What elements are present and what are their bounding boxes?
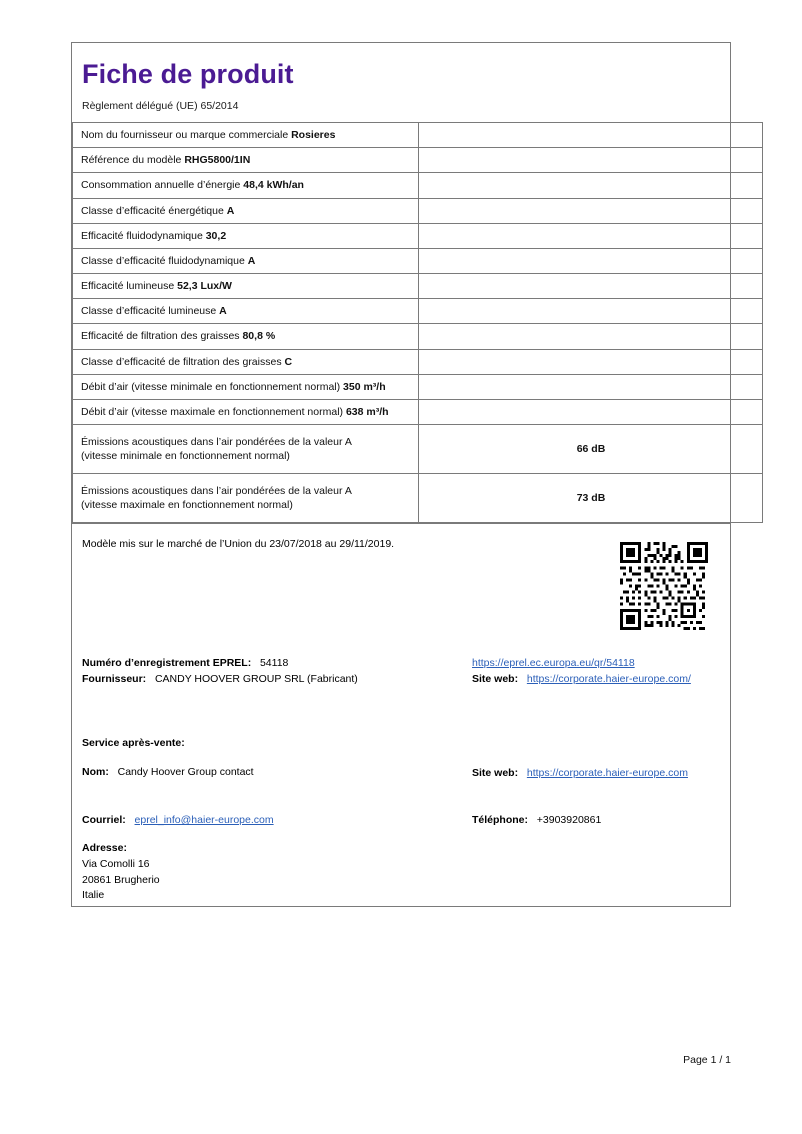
supplier-site-label: Site web: <box>472 672 519 685</box>
spec-label-text: Débit d’air (vitesse minimale en fonctionnement normal) <box>81 380 344 393</box>
table-row <box>73 173 763 198</box>
spec-label-value: RHG5800/1IN <box>184 154 251 167</box>
specification-table-body <box>73 123 763 523</box>
address-line: 20861 Brugherio <box>82 873 160 886</box>
spec-label-cell <box>73 349 419 374</box>
spec-value-cell <box>419 374 763 399</box>
spec-label-value: 30,2 <box>205 229 227 242</box>
acoustic-label-line2: (vitesse maximale en fonctionnement normal) <box>81 499 293 512</box>
after-sales-name-row <box>82 766 254 778</box>
after-sales-heading-text: Service après-vente: <box>82 737 185 750</box>
market-notice: Modèle mis sur le marché de l’Union du 23/07/2018 au 29/11/2019. <box>82 538 395 551</box>
page-footer: Page 1 / 1 <box>683 1054 731 1066</box>
spec-value-cell <box>419 324 763 349</box>
after-sales-site-row <box>472 766 722 782</box>
spec-label-text: Classe d’efficacité lumineuse <box>81 305 220 318</box>
qr-code-icon <box>620 542 708 630</box>
spec-label-cell <box>73 198 419 223</box>
spec-value-cell <box>419 223 763 248</box>
after-sales-phone-label: Téléphone: <box>472 814 529 827</box>
acoustic-label-line2: (vitesse minimale en fonctionnement normal) <box>81 450 290 463</box>
spec-label-text: Classe d’efficacité fluidodynamique <box>81 254 248 267</box>
spec-value-cell <box>419 248 763 273</box>
spec-label-cell <box>73 374 419 399</box>
spec-label-text: Référence du modèle <box>81 154 185 167</box>
acoustic-value-cell: 66 dB <box>419 425 763 474</box>
acoustic-label-cell <box>73 425 419 474</box>
contact-information-block <box>72 523 730 906</box>
table-row <box>73 223 763 248</box>
spec-label-value: 638 m³/h <box>345 405 389 418</box>
after-sales-site-label: Site web: <box>472 767 519 780</box>
spec-label-cell <box>73 248 419 273</box>
after-sales-name-value: Candy Hoover Group contact <box>117 766 254 779</box>
supplier-row <box>82 672 358 688</box>
after-sales-phone-row <box>472 814 601 826</box>
address-label: Adresse: <box>82 842 127 855</box>
specification-table <box>72 122 763 523</box>
after-sales-email-link[interactable]: eprel_info@haier-europe.com <box>134 814 274 827</box>
spec-label-text: Débit d’air (vitesse maximale en fonctionnement normal) <box>81 405 346 418</box>
after-sales-email-row <box>82 814 274 826</box>
table-row <box>73 349 763 374</box>
after-sales-phone-value: +3903920861 <box>536 814 602 827</box>
spec-label-value: A <box>226 204 235 217</box>
table-row <box>73 248 763 273</box>
table-row <box>73 198 763 223</box>
spec-label-cell <box>73 173 419 198</box>
eprel-registration-label: Numéro d’enregistrement EPREL: <box>82 657 252 670</box>
after-sales-email-label: Courriel: <box>82 814 126 827</box>
spec-label-value: 80,8 % <box>242 330 276 343</box>
spec-value-cell <box>419 198 763 223</box>
table-row <box>73 374 763 399</box>
spec-value-cell <box>419 173 763 198</box>
acoustic-label-line1: Émissions acoustiques dans l’air pondérées de la valeur A <box>81 435 352 448</box>
eprel-registration-row <box>82 656 358 672</box>
spec-value-cell <box>419 123 763 148</box>
qr-link-row <box>472 656 722 672</box>
table-row <box>73 399 763 424</box>
acoustic-label-cell <box>73 474 419 523</box>
eprel-registration-block <box>82 656 358 688</box>
eprel-qr-link[interactable]: https://eprel.ec.europa.eu/qr/54118 <box>472 657 635 670</box>
spec-label-text: Classe d’efficacité de filtration des graisses <box>81 355 285 368</box>
spec-label-cell <box>73 324 419 349</box>
regulation-subtitle: Règlement délégué (UE) 65/2014 <box>82 100 239 112</box>
spec-label-value: 52,3 Lux/W <box>177 280 232 293</box>
product-sheet-container <box>71 42 731 907</box>
table-row-acoustic <box>73 474 763 523</box>
eprel-registration-number: 54118 <box>259 657 289 670</box>
spec-value-cell <box>419 349 763 374</box>
address-line: Italie <box>82 889 105 902</box>
spec-label-text: Efficacité fluidodynamique <box>81 229 206 242</box>
page-title: Fiche de produit <box>82 59 294 89</box>
supplier-site-row <box>472 672 722 688</box>
supplier-label: Fournisseur: <box>82 672 147 685</box>
supplier-site-link[interactable]: https://corporate.haier-europe.com/ <box>526 672 691 685</box>
spec-value-cell <box>419 399 763 424</box>
table-row <box>73 324 763 349</box>
table-row <box>73 148 763 173</box>
after-sales-site-link[interactable]: https://corporate.haier-europe.com <box>526 767 688 780</box>
table-row <box>73 274 763 299</box>
spec-value-cell <box>419 274 763 299</box>
after-sales-name-label: Nom: <box>82 766 109 779</box>
spec-label-value: A <box>247 254 256 267</box>
spec-label-value: 350 m³/h <box>343 380 386 393</box>
spec-label-text: Nom du fournisseur ou marque commerciale <box>81 129 292 141</box>
spec-label-text: Consommation annuelle d’énergie <box>81 179 244 192</box>
spec-label-cell <box>73 223 419 248</box>
after-sales-address-block <box>82 841 160 904</box>
spec-label-text: Classe d’efficacité énergétique <box>81 204 227 217</box>
spec-label-value: 48,4 kWh/an <box>243 179 304 192</box>
spec-label-cell <box>73 123 419 148</box>
spec-label-text: Efficacité lumineuse <box>81 280 178 293</box>
supplier-value: CANDY HOOVER GROUP SRL (Fabricant) <box>154 672 358 685</box>
spec-label-cell <box>73 148 419 173</box>
spec-label-value: C <box>284 355 293 368</box>
spec-label-value: Rosieres <box>291 129 336 141</box>
acoustic-label-line1: Émissions acoustiques dans l’air pondérées de la valeur A <box>81 484 352 497</box>
spec-value-cell <box>419 148 763 173</box>
spec-label-cell <box>73 274 419 299</box>
address-line: Via Comolli 16 <box>82 857 150 870</box>
spec-value-cell <box>419 299 763 324</box>
spec-label-cell <box>73 399 419 424</box>
table-row <box>73 123 763 148</box>
spec-label-cell <box>73 299 419 324</box>
spec-label-value: A <box>219 305 227 318</box>
table-row-acoustic <box>73 425 763 474</box>
after-sales-heading <box>82 737 185 749</box>
qr-code-svg <box>620 542 708 630</box>
table-row <box>73 299 763 324</box>
spec-label-text: Efficacité de filtration des graisses <box>81 330 243 343</box>
acoustic-value-cell: 73 dB <box>419 474 763 523</box>
eprel-links-block <box>472 656 722 688</box>
